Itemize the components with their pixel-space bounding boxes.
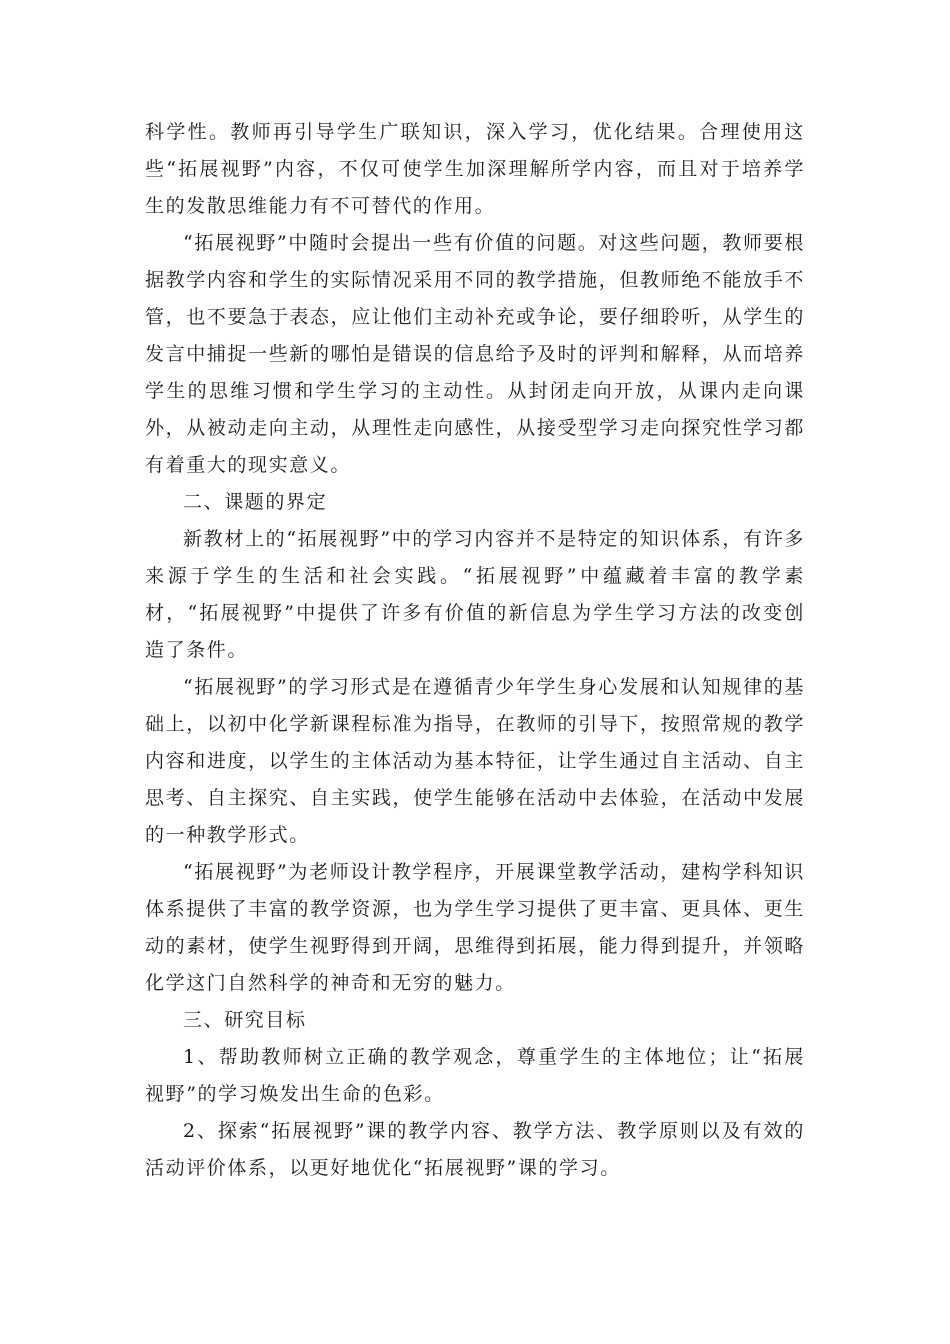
section-heading-definition: 二、课题的界定	[183, 491, 328, 513]
document-body	[145, 114, 805, 1187]
paragraph-new-textbook: 新教材上的“拓展视野”中的学习内容并不是特定的知识体系，有许多来源于学生的生活和社会实践。“拓展视野”中蕴藏着丰富的教学素材，“拓展视野”中提供了许多有价值的新信息为学生学习方法的改变创造了条件。	[145, 528, 805, 661]
goal-item-1: 1、帮助教师树立正确的教学观念，尊重学生的主体地位；让“拓展视野”的学习焕发出生命的色彩。	[145, 1046, 805, 1105]
paragraph-continuation: 科学性。教师再引导学生广联知识，深入学习，优化结果。合理使用这些“拓展视野”内容，不仅可使学生加深理解所学内容，而且对于培养学生的发散思维能力有不可替代的作用。	[145, 121, 805, 217]
section-heading-goals: 三、研究目标	[183, 1009, 307, 1031]
paragraph-teaching-resources: “拓展视野”为老师设计教学程序，开展课堂教学活动，建构学科知识体系提供了丰富的教学资源，也为学生学习提供了更丰富、更具体、更生动的素材，使学生视野得到开阔，思维得到拓展，能力得到提升，并领略化学这门自然科学的神奇和无穷的魅力。	[145, 861, 805, 994]
paragraph-learning-form: “拓展视野”的学习形式是在遵循青少年学生身心发展和认知规律的基础上，以初中化学新课程标准为指导，在教师的引导下，按照常规的教学内容和进度，以学生的主体活动为基本特征，让学生通过自主活动、自主思考、自主探究、自主实践，使学生能够在活动中去体验，在活动中发展的一种教学形式。	[145, 676, 805, 846]
goal-item-2: 2、探索“拓展视野”课的教学内容、教学方法、教学原则以及有效的活动评价体系，以更好地优化“拓展视野”课的学习。	[145, 1120, 805, 1179]
paragraph-valuable-questions: “拓展视野”中随时会提出一些有价值的问题。对这些问题，教师要根据教学内容和学生的实际情况采用不同的教学措施，但教师绝不能放手不管，也不要急于表态，应让他们主动补充或争论，要仔细聆听，从学生的发言中捕捉一些新的哪怕是错误的信息给予及时的评判和解释，从而培养学生的思维习惯和学生学习的主动性。从封闭走向开放，从课内走向课外，从被动走向主动，从理性走向感性，从接受型学习走向探究性学习都有着重大的现实意义。	[145, 232, 805, 476]
